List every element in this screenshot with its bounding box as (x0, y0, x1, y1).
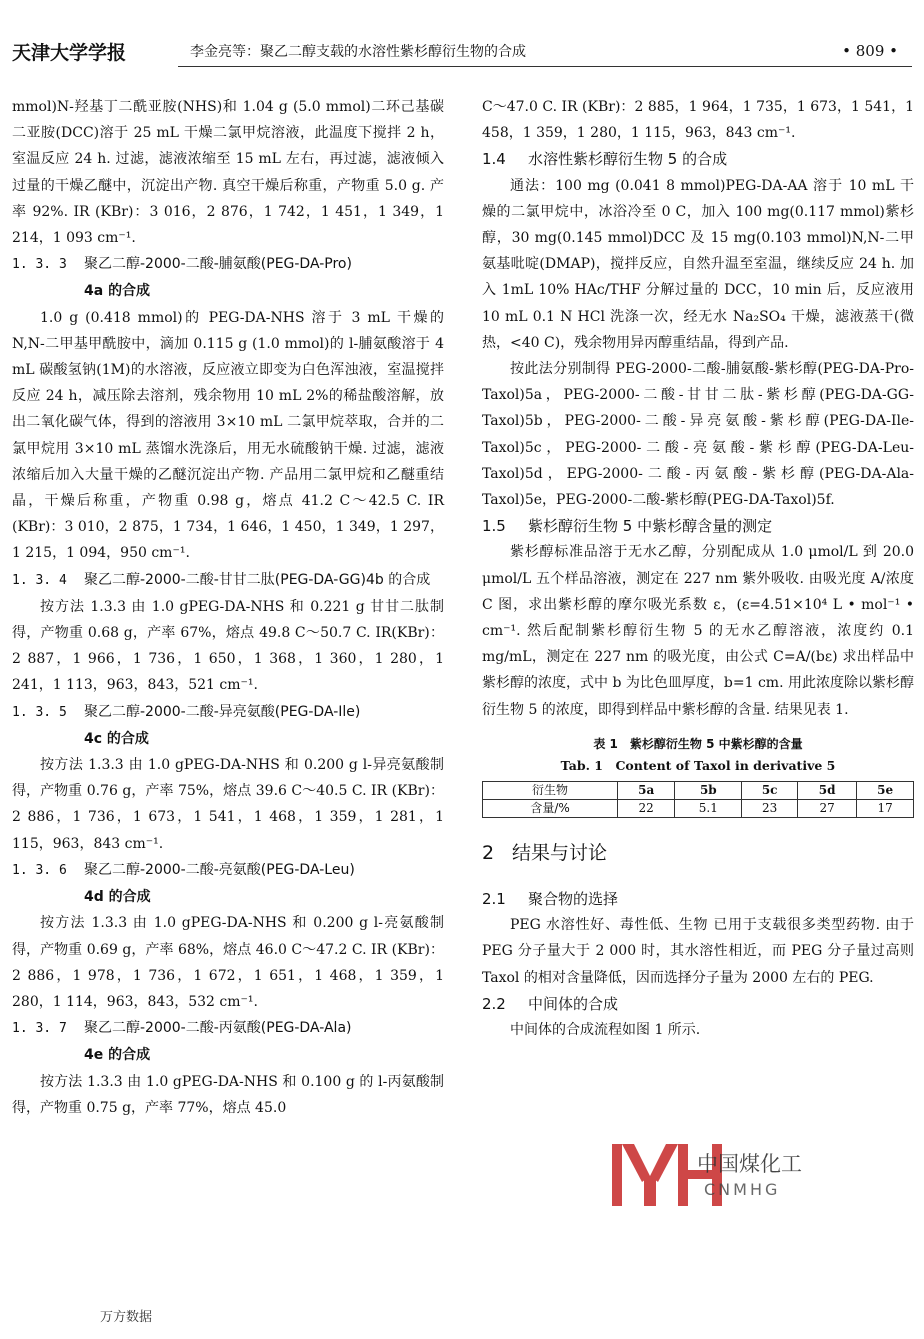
page-number: • 809 • (842, 42, 898, 60)
paragraph: 1.0 g (0.418 mmol)的 PEG-DA-NHS 溶于 3 mL 干燥的 N,N-二甲基甲酰胺中，滴加 0.115 g (1.0 mmol)的 l-脯氨酸溶于 4 mL 碳酸氢钠(1M)的水溶液，反应液立即变为白色浑浊液，室温搅拌反应 24 h，减压除去溶剂，残余物用 10 mL 2%的稀盐酸溶解，放出二氧化碳气体，得到的溶液用 3×10 mL 二氯甲烷萃取，合并的二氯甲烷用 3×10 mL 蒸馏水洗涤后，用无水硫酸钠干燥. 过滤，滤液浓缩后加入大量干燥的乙醚沉淀出产物. 产品用二氯甲烷和乙醚重结晶，干燥后称重，产物重 0.98 g，熔点 41.2 C～42.5 C. IR (KBr)：3 010，2 875，1 734，1 646，1 450，1 349，1 297，1 215，1 094，950 cm⁻¹. (12, 309, 444, 562)
paragraph: 中间体的合成流程如图 1 所示. (510, 1022, 701, 1039)
section-heading: 1. 3. 5 聚乙二醇-2000-二酸-异亮氨酸(PEG-DA-Ile) 4c 的合成 (12, 703, 361, 747)
section-heading: 1. 3. 6 聚乙二醇-2000-二酸-亮氨酸(PEG-DA-Leu) 4d 的合成 (12, 861, 355, 906)
section-heading-major: 2 结果与讨论 (482, 841, 608, 864)
table-cell: 22 (618, 799, 675, 817)
table-header-cell: 衍生物 (483, 781, 618, 799)
paragraph: 按此法分别制得 PEG-2000-二酸-脯氨酸-紫杉醇(PEG-DA-Pro-Taxol)5a，PEG-2000-二酸-甘甘二肽-紫杉醇(PEG-DA-GG-Taxol)5b，PEG-2000-二酸-异亮氨酸-紫杉醇(PEG-DA-Ile-Taxol)5c，PEG-2000-二酸-亮氨酸-紫杉醇(PEG-DA-Leu-Taxol)5d，EPG-2000-二酸-丙氨酸-紫杉醇(PEG-DA-Ala-Taxol)5e，PEG-2000-二酸-紫杉醇(PEG-DA-Taxol)5f. (482, 361, 914, 509)
table-cell: 17 (857, 799, 914, 817)
section-heading: 1. 3. 7 聚乙二醇-2000-二酸-丙氨酸(PEG-DA-Ala) 4e 的合成 (12, 1020, 352, 1064)
paragraph: C～47.0 C. IR (KBr)：2 885，1 964，1 735，1 673，1 541，1 458，1 359，1 280，1 115，963，843 cm⁻¹. (482, 99, 914, 142)
paragraph: 按方法 1.3.3 由 1.0 gPEG-DA-NHS 和 0.221 g 甘甘二肽制得，产物重 0.68 g，产率 67%，熔点 49.8 C～50.7 C. IR(KBr)：2 887，1 966，1 736，1 650，1 368，1 360，1 280，1 241，1 113，963，843，521 cm⁻¹. (12, 598, 444, 694)
section-heading: 1.4 水溶性紫杉醇衍生物 5 的合成 (482, 150, 728, 169)
header-rule (178, 66, 912, 67)
table-cell: 27 (797, 799, 856, 817)
table-caption-cn: 表 1 紫杉醇衍生物 5 中紫杉醇的含量 (593, 736, 803, 751)
section-heading: 1.5 紫杉醇衍生物 5 中紫杉醇含量的测定 (482, 517, 773, 536)
table-cell: 5.1 (675, 799, 742, 817)
paragraph: PEG 水溶性好、毒性低、生物 已用于支载很多类型药物. 由于 PEG 分子量大于 2 000 时，其水溶性相近，而 PEG 分子量过高则 Taxol 的相对含量降低，因而选择分子量为 2000 左右的 PEG. (482, 917, 914, 986)
section-heading: 1. 3. 4 聚乙二醇-2000-二酸-甘甘二肽(PEG-DA-GG)4b 的合成 (12, 571, 431, 588)
running-title: 李金亮等：聚乙二醇支载的水溶性紫杉醇衍生物的合成 (190, 44, 526, 60)
paragraph: mmol)N-羟基丁二酰亚胺(NHS)和 1.04 g (5.0 mmol)二环己基碳二亚胺(DCC)溶于 25 mL 干燥二氯甲烷溶液，此温度下搅拌 2 h，室温反应 24 h. 过滤，滤液浓缩至 15 mL 左右，再过滤，滤液倾入过量的干燥乙醚中，沉淀出产物. 真空干燥后称重，产物重 5.0 g. 产率 92%. IR (KBr)：3 016，2 876，1 742，1 451，1 349，1 214，1 093 cm⁻¹. (12, 99, 444, 247)
table-cell: 23 (742, 799, 798, 817)
taxol-content-table (482, 781, 914, 818)
paragraph: 按方法 1.3.3 由 1.0 gPEG-DA-NHS 和 0.100 g 的 l-丙氨酸制得，产物重 0.75 g，产率 77%，熔点 45.0 (12, 1073, 444, 1116)
section-heading: 1. 3. 3 聚乙二醇-2000-二酸-脯氨酸(PEG-DA-Pro) 4a 的合成 (12, 256, 352, 300)
watermark-bottom: 万方数据 (100, 1310, 153, 1325)
watermark-en: CNMHG (704, 1180, 781, 1199)
journal-name: 天津大学学报 (12, 42, 127, 64)
table-cell: 含量/% (483, 799, 618, 817)
paragraph: 按方法 1.3.3 由 1.0 gPEG-DA-NHS 和 0.200 g l-亮氨酸制得，产物重 0.69 g，产率 68%，熔点 46.0 C～47.2 C. IR (KBr)：2 886，1 978，1 736，1 672，1 651，1 468，1 359，1 280，1 114，963，843，532 cm⁻¹. (12, 915, 444, 1010)
table-header-cell: 5c (742, 781, 798, 799)
section-heading: 2.1 聚合物的选择 (482, 890, 619, 909)
right-column (482, 94, 914, 1043)
paragraph: 通法：100 mg (0.041 8 mmol)PEG-DA-AA 溶于 10 mL 干燥的二氯甲烷中，冰浴冷至 0 C，加入 100 mg(0.117 mmol)紫杉醇，30 mg(0.145 mmol)DCC 及 15 mg(0.103 mmol)N,N-二甲氨基吡啶(DMAP)，搅拌反应，自然升温至室温，继续反应 24 h. 加入 1mL 10% HAc/THF 分解过量的 DCC，10 min 后，反应液用 10 mL 0.1 N HCl 洗涤一次，经无水 Na₂SO₄ 干燥，滤液蒸干(微热，<40 C)，残余物用异丙醇重结晶，得到产品. (482, 177, 914, 351)
table-header-cell: 5e (857, 781, 914, 799)
watermark-cn: 中国煤化工 (697, 1152, 802, 1176)
table-header-cell: 5d (797, 781, 856, 799)
table-caption-en: Tab. 1 Content of Taxol in derivative 5 (560, 757, 836, 773)
section-heading: 2.2 中间体的合成 (482, 994, 619, 1013)
paragraph: 按方法 1.3.3 由 1.0 gPEG-DA-NHS 和 0.200 g l-异亮氨酸制得，产物重 0.76 g，产率 75%，熔点 39.6 C～40.5 C. IR (KBr)：2 886，1 736，1 673，1 541，1 468，1 359，1 281，1 115，963，843 cm⁻¹. (12, 757, 444, 852)
table-header-cell: 5b (675, 781, 742, 799)
left-column (12, 94, 444, 1121)
page-header (12, 30, 912, 66)
table-header-cell: 5a (618, 781, 675, 799)
paragraph: 紫杉醇标准品溶于无水乙醇，分别配成从 1.0 μmol/L 到 20.0 μmol/L 五个样品溶液，测定在 227 nm 紫外吸收. 由吸光度 A/浓度 C 图，求出紫杉醇的摩尔吸光系数 ε，(ε=4.51×10⁴ L • mol⁻¹ • cm⁻¹. 然后配制紫杉醇衍生物 5 的无水乙醇溶液，浓度约 0.1 mg/mL，测定在 227 nm 的吸光度，由公式 C=A/(bε) 求出样品中紫杉醇的浓度，式中 b 为比色皿厚度，b=1 cm. 用此浓度除以紫杉醇衍生物 5 的浓度，即得到样品中紫杉醇的含量. 结果见表 1. (482, 544, 914, 718)
table-row (483, 799, 914, 817)
table-header-row (483, 781, 914, 799)
